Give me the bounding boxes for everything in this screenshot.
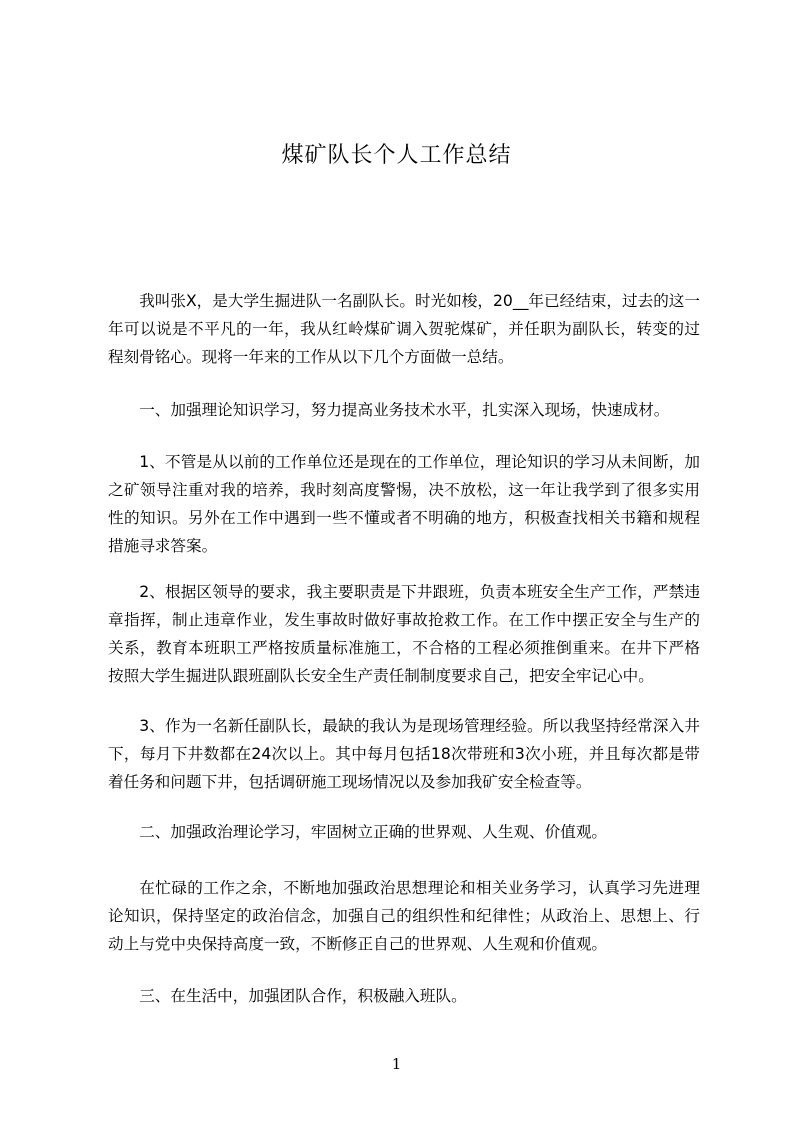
item-paragraph-2: 2、根据区领导的要求，我主要职责是下井跟班，负责本班安全生产工作，严禁违章指挥，制止违章作业，发生事故时做好事故抢救工作。在工作中摆正安全与生产的关系，教育本班职工严格按质量标准施工，不合格的工程必须推倒重来。在井下严格按照大学生掘进队跟班副队长安全生产责任制制度要求自己，把安全牢记心中。 — [108, 583, 700, 685]
document-title: 煤矿队长个人工作总结 — [281, 143, 512, 168]
page-number: 1 — [391, 1055, 402, 1073]
item-paragraph-1: 1、不管是从以前的工作单位还是现在的工作单位，理论知识的学习从未间断，加之矿领导注重对我的培养，我时刻高度警惕，决不放松，这一年让我学到了很多实用性的知识。另外在工作中遇到一些不懂或者不明确的地方，积极查找相关书籍和规程措施寻求答案。 — [108, 453, 700, 555]
section-heading-2: 二、加强政治理论学习，牢固树立正确的世界观、人生观、价值观。 — [139, 823, 608, 841]
intro-paragraph: 我叫张X，是大学生掘进队一名副队长。时光如梭，20__年已经结束，过去的这一年可以说是不平凡的一年，我从红岭煤矿调入贺驼煤矿，并任职为副队长，转变的过程刻骨铭心。现将一年来的工作从以下几个方面做一总结。 — [108, 292, 700, 366]
politics-paragraph: 在忙碌的工作之余，不断地加强政治思想理论和相关业务学习，认真学习先进理论知识，保持坚定的政治信念，加强自己的组织性和纪律性；从政治上、思想上、行动上与党中央保持高度一致，不断修正自己的世界观、人生观和价值观。 — [108, 879, 700, 953]
item-paragraph-3: 3、作为一名新任副队长，最缺的我认为是现场管理经验。所以我坚持经常深入井下，每月下井数都在24次以上。其中每月包括18次带班和3次小班，并且每次都是带着任务和问题下井，包括调研施工现场情况以及参加我矿安全检查等。 — [108, 717, 700, 791]
section-heading-1: 一、加强理论知识学习，努力提高业务技术水平，扎实深入现场，快速成材。 — [139, 401, 670, 419]
section-heading-3: 三、在生活中，加强团队合作，积极融入班队。 — [139, 987, 467, 1005]
